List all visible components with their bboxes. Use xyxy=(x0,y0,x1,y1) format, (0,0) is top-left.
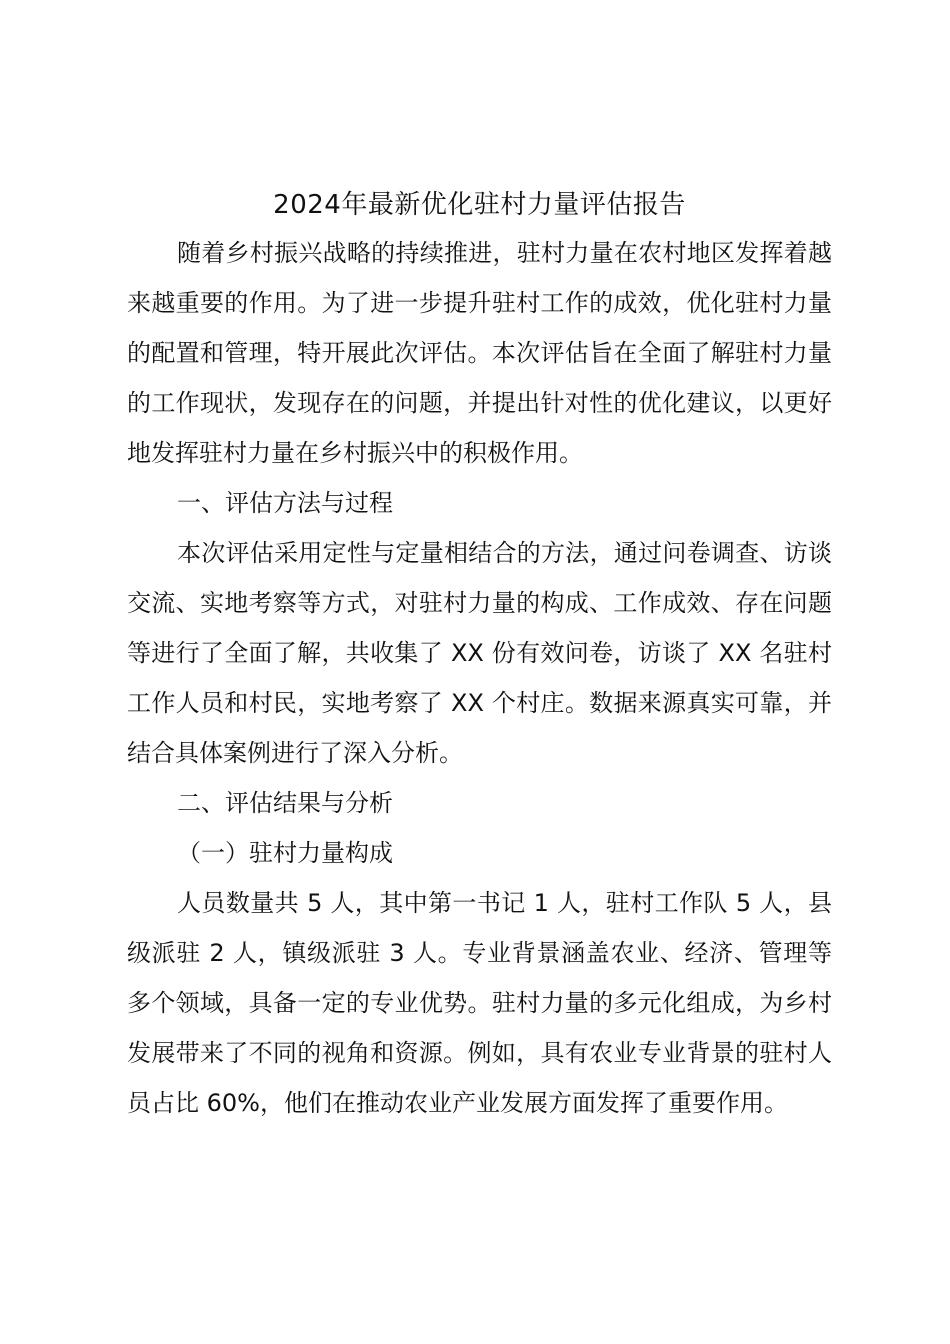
section-heading-methods: 一、评估方法与过程 xyxy=(177,489,393,517)
methods-paragraph: 本次评估采用定性与定量相结合的方法，通过问卷调查、访谈交流、实地考察等方式，对驻村力量的构成、工作成效、存在问题等进行了全面了解，共收集了 XX 份有效问卷，访谈了 XX 名驻村工作人员和村民，实地考察了 XX 个村庄。数据来源真实可靠，并结合具体案例进行了深入分析。 xyxy=(127,539,832,767)
intro-paragraph: 随着乡村振兴战略的持续推进，驻村力量在农村地区发挥着越来越重要的作用。为了进一步提升驻村工作的成效，优化驻村力量的配置和管理，特开展此次评估。本次评估旨在全面了解驻村力量的工作现状，发现存在的问题，并提出针对性的优化建议，以更好地发挥驻村力量在乡村振兴中的积极作用。 xyxy=(127,239,832,467)
composition-paragraph: 人员数量共 5 人，其中第一书记 1 人，驻村工作队 5 人，县级派驻 2 人，镇级派驻 3 人。专业背景涵盖农业、经济、管理等多个领域，具备一定的专业优势。驻村力量的多元化组成，为乡村发展带来了不同的视角和资源。例如，具有农业专业背景的驻村人员占比 60%，他们在推动农业产业发展方面发挥了重要作用。 xyxy=(127,889,832,1117)
subsection-heading-composition: （一）驻村力量构成 xyxy=(177,839,393,867)
section-heading-results: 二、评估结果与分析 xyxy=(177,789,393,817)
document-content xyxy=(127,182,832,1128)
document-title: 2024年最新优化驻村力量评估报告 xyxy=(273,190,686,220)
